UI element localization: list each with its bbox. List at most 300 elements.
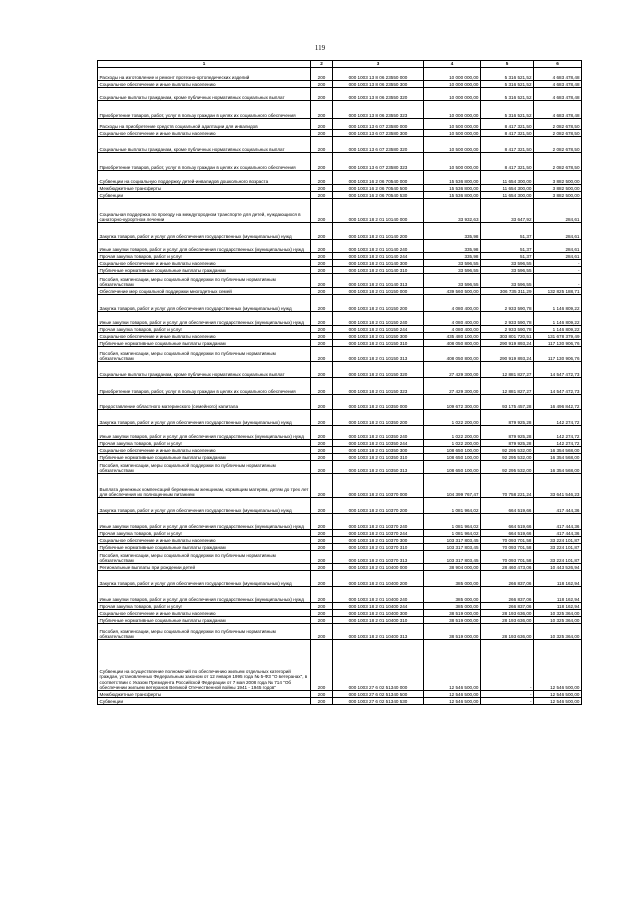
table-row (98, 426, 582, 440)
row-executed-amount: 2 933 590,78 (481, 295, 534, 312)
row-approved-amount: 1 022 200,00 (424, 426, 481, 440)
table-row (98, 378, 582, 395)
row-line-code: 200 (311, 223, 333, 240)
row-executed-amount: 33 647,92 (481, 199, 534, 223)
row-unexecuted-amount: - (534, 260, 582, 267)
row-approved-amount: 109 672 300,00 (424, 395, 481, 410)
row-classification-code: 000 1003 18 2 01 10140 310 (333, 267, 424, 274)
row-classification-code: 000 1003 18 2 01 10140 244 (333, 253, 424, 260)
table-row (98, 312, 582, 326)
header-col-3: 3 (333, 61, 424, 68)
row-executed-amount: 28 460 473,06 (481, 564, 534, 571)
row-classification-code: 000 1003 18 2 01 10370 000 (333, 474, 424, 498)
row-classification-code: 000 1003 13 8 06 23550 320 (333, 88, 424, 101)
row-unexecuted-amount: - (534, 274, 582, 288)
row-approved-amount: 1 081 964,02 (424, 498, 481, 514)
table-row (98, 617, 582, 624)
table-row (98, 333, 582, 340)
row-name: Региональные выплаты при рождении детей (98, 564, 311, 571)
table-row (98, 130, 582, 137)
row-unexecuted-amount: 3 882 500,00 (534, 192, 582, 199)
row-unexecuted-amount: 118 162,94 (534, 571, 582, 587)
row-executed-amount: - (481, 698, 534, 705)
row-unexecuted-amount: 12 546 500,00 (534, 640, 582, 691)
row-executed-amount: 28 193 636,00 (481, 624, 534, 640)
row-name: Закупка товаров, работ и услуг для обеспечения государственных (муниципальных) нужд (98, 295, 311, 312)
row-name: Иные закупки товаров, работ и услуг для обеспечения государственных (муниципальных) нужд (98, 514, 311, 530)
row-unexecuted-amount: - (534, 267, 582, 274)
row-executed-amount: 8 417 321,50 (481, 153, 534, 171)
row-executed-amount: 2 933 590,78 (481, 326, 534, 333)
row-line-code: 200 (311, 101, 333, 119)
row-classification-code: 000 1003 27 6 02 51340 530 (333, 698, 424, 705)
row-classification-code: 000 1003 18 2 01 10150 323 (333, 378, 424, 395)
row-name: Пособия, компенсации, меры социальной поддержки по публичным нормативным обязательствам (98, 461, 311, 474)
row-executed-amount: 5 316 521,52 (481, 101, 534, 119)
table-row (98, 440, 582, 447)
row-approved-amount: 335,98 (424, 223, 481, 240)
table-row (98, 691, 582, 698)
row-approved-amount: 1 022 200,00 (424, 410, 481, 426)
row-approved-amount: 435 480 100,00 (424, 333, 481, 340)
row-line-code: 200 (311, 267, 333, 274)
row-name: Приобретение товаров, работ, услуг в пользу граждан в целях их социального обеспечения (98, 378, 311, 395)
row-approved-amount: 38 519 000,00 (424, 624, 481, 640)
row-approved-amount: 385 000,00 (424, 587, 481, 603)
row-name: Закупка товаров, работ и услуг для обеспечения государственных (муниципальных) нужд (98, 498, 311, 514)
table-row (98, 587, 582, 603)
row-line-code: 200 (311, 130, 333, 137)
row-executed-amount: 5 316 521,52 (481, 88, 534, 101)
row-line-code: 200 (311, 447, 333, 454)
row-classification-code: 000 1003 18 2 01 10150 240 (333, 312, 424, 326)
row-executed-amount: 290 919 893,24 (481, 347, 534, 362)
row-name: Социальное обеспечение и иные выплаты населению (98, 130, 311, 137)
row-classification-code: 000 1003 18 2 01 10400 313 (333, 624, 424, 640)
row-classification-code: 000 1003 18 2 01 10150 313 (333, 347, 424, 362)
row-name: Пособия, компенсации, меры социальной поддержки по публичным нормативным обязательствам (98, 274, 311, 288)
row-name: Иные закупки товаров, работ и услуг для обеспечения государственных (муниципальных) нужд (98, 426, 311, 440)
header-col-6: 6 (534, 61, 582, 68)
row-name: Иные закупки товаров, работ и услуг для обеспечения государственных (муниципальных) нужд (98, 240, 311, 253)
table-row (98, 347, 582, 362)
row-name: Закупка товаров, работ и услуг для обеспечения государственных (муниципальных) нужд (98, 223, 311, 240)
row-executed-amount: 303 801 720,51 (481, 333, 534, 340)
row-unexecuted-amount: 118 162,94 (534, 587, 582, 603)
row-line-code: 200 (311, 603, 333, 610)
row-approved-amount: 27 429 300,00 (424, 378, 481, 395)
row-line-code: 200 (311, 362, 333, 378)
row-line-code: 200 (311, 326, 333, 333)
row-unexecuted-amount: 2 082 678,50 (534, 130, 582, 137)
row-executed-amount: 12 881 827,27 (481, 378, 534, 395)
row-unexecuted-amount: 10 325 364,00 (534, 624, 582, 640)
row-unexecuted-amount: 14 547 472,73 (534, 362, 582, 378)
row-unexecuted-amount: 142 274,72 (534, 426, 582, 440)
row-name: Межбюджетные трансферты (98, 185, 311, 192)
row-name: Иные закупки товаров, работ и услуг для обеспечения государственных (муниципальных) нужд (98, 587, 311, 603)
row-unexecuted-amount: 4 683 478,48 (534, 81, 582, 88)
row-executed-amount: 5 316 521,52 (481, 68, 534, 81)
row-classification-code: 000 1003 16 2 06 70540 530 (333, 192, 424, 199)
row-unexecuted-amount: 142 274,72 (534, 410, 582, 426)
row-name: Социальная поддержка по проезду на междугородном транспорте для детей, нуждающихся в санаторно-курортном лечении (98, 199, 311, 223)
row-approved-amount: 15 536 800,00 (424, 171, 481, 185)
row-unexecuted-amount: 2 082 678,50 (534, 153, 582, 171)
row-unexecuted-amount: 10 325 364,00 (534, 610, 582, 617)
row-executed-amount: 11 654 300,00 (481, 185, 534, 192)
row-unexecuted-amount: 2 082 678,50 (534, 119, 582, 130)
row-executed-amount: 290 919 893,24 (481, 340, 534, 347)
header-col-4: 4 (424, 61, 481, 68)
row-unexecuted-amount: 33 641 546,23 (534, 474, 582, 498)
row-name: Выплата денежных компенсаций беременным женщинам, кормящим матерям, детям до трех лет для обеспечения их полноценным питанием (98, 474, 311, 498)
table-row (98, 192, 582, 199)
row-executed-amount: 266 837,06 (481, 571, 534, 587)
row-unexecuted-amount: 33 224 101,87 (534, 537, 582, 544)
row-approved-amount: 10 500 000,00 (424, 130, 481, 137)
row-approved-amount: 1 081 964,02 (424, 530, 481, 537)
row-classification-code: 000 1003 18 2 01 10150 244 (333, 326, 424, 333)
row-unexecuted-amount: 3 882 500,00 (534, 171, 582, 185)
row-classification-code: 000 1003 18 2 01 10140 300 (333, 260, 424, 267)
row-unexecuted-amount: 132 825 188,71 (534, 288, 582, 295)
row-approved-amount: 4 080 400,00 (424, 326, 481, 333)
row-unexecuted-amount: 16 354 568,00 (534, 447, 582, 454)
row-executed-amount: 664 519,66 (481, 514, 534, 530)
row-name: Социальные выплаты гражданам, кроме публичных нормативных социальных выплат (98, 362, 311, 378)
row-line-code: 200 (311, 587, 333, 603)
row-classification-code: 000 1003 18 2 01 10370 300 (333, 537, 424, 544)
table-row (98, 260, 582, 267)
table-header (98, 61, 582, 68)
row-classification-code: 000 1003 18 2 01 10140 313 (333, 274, 424, 288)
row-line-code: 200 (311, 474, 333, 498)
table-row (98, 288, 582, 295)
table-row (98, 362, 582, 378)
row-classification-code: 000 1003 18 2 01 10350 300 (333, 447, 424, 454)
row-classification-code: 000 1003 18 2 01 10370 244 (333, 530, 424, 537)
row-executed-amount: 92 295 532,00 (481, 454, 534, 461)
row-classification-code: 000 1003 16 2 06 70540 500 (333, 185, 424, 192)
row-approved-amount: 10 500 000,00 (424, 119, 481, 130)
row-classification-code: 000 1003 18 2 01 10400 000 (333, 564, 424, 571)
row-approved-amount: 104 399 767,47 (424, 474, 481, 498)
row-approved-amount: 103 317 803,45 (424, 544, 481, 551)
row-executed-amount: 33 596,55 (481, 260, 534, 267)
row-approved-amount: 103 317 803,45 (424, 537, 481, 544)
row-line-code: 200 (311, 253, 333, 260)
row-classification-code: 000 1003 27 6 02 51340 500 (333, 691, 424, 698)
row-classification-code: 000 1003 18 2 01 10370 310 (333, 544, 424, 551)
row-approved-amount: 385 000,00 (424, 603, 481, 610)
row-executed-amount: 28 193 636,00 (481, 617, 534, 624)
row-executed-amount: 664 519,66 (481, 530, 534, 537)
table-row (98, 240, 582, 253)
row-unexecuted-amount: 284,61 (534, 223, 582, 240)
table-row (98, 81, 582, 88)
row-name: Публичные нормативные социальные выплаты гражданам (98, 340, 311, 347)
row-unexecuted-amount: 2 082 678,50 (534, 137, 582, 153)
row-line-code: 200 (311, 610, 333, 617)
row-unexecuted-amount: 4 683 478,48 (534, 68, 582, 81)
table-row (98, 610, 582, 617)
row-classification-code: 000 1003 18 2 01 10350 240 (333, 426, 424, 440)
row-classification-code: 000 1003 13 6 07 23580 320 (333, 137, 424, 153)
row-classification-code: 000 1003 18 2 01 10350 244 (333, 440, 424, 447)
row-name: Предоставление областного материнского (семейного) капитала (98, 395, 311, 410)
row-name: Субвенции (98, 698, 311, 705)
row-classification-code: 000 1003 13 8 06 23550 300 (333, 81, 424, 88)
row-executed-amount: 306 735 311,29 (481, 288, 534, 295)
row-classification-code: 000 1003 18 2 01 10140 000 (333, 199, 424, 223)
row-unexecuted-amount: 12 546 500,00 (534, 698, 582, 705)
row-unexecuted-amount: 12 546 500,00 (534, 691, 582, 698)
row-name: Публичные нормативные социальные выплаты гражданам (98, 544, 311, 551)
row-executed-amount: 11 654 300,00 (481, 192, 534, 199)
page-number: 119 (314, 44, 326, 52)
row-approved-amount: 108 650 100,00 (424, 447, 481, 454)
row-executed-amount: 2 933 590,78 (481, 312, 534, 326)
table-row (98, 326, 582, 333)
row-line-code: 200 (311, 199, 333, 223)
row-classification-code: 000 1003 18 2 01 10400 240 (333, 587, 424, 603)
row-classification-code: 000 1003 18 2 01 10350 000 (333, 395, 424, 410)
table-row (98, 68, 582, 81)
row-unexecuted-amount: 118 162,94 (534, 603, 582, 610)
row-executed-amount: 70 758 221,24 (481, 474, 534, 498)
row-approved-amount: 27 429 300,00 (424, 362, 481, 378)
table-row (98, 571, 582, 587)
row-line-code: 200 (311, 185, 333, 192)
row-name: Приобретение товаров, работ, услуг в пользу граждан в целях их социального обеспечения (98, 153, 311, 171)
row-executed-amount: 28 193 636,00 (481, 610, 534, 617)
row-line-code: 200 (311, 119, 333, 130)
row-unexecuted-amount: 4 683 478,48 (534, 101, 582, 119)
table-row (98, 274, 582, 288)
row-line-code: 200 (311, 617, 333, 624)
row-executed-amount: 70 093 701,58 (481, 551, 534, 564)
row-unexecuted-amount: 14 547 472,73 (534, 378, 582, 395)
row-executed-amount: 92 295 532,00 (481, 447, 534, 454)
row-line-code: 200 (311, 544, 333, 551)
row-approved-amount: 4 080 400,00 (424, 312, 481, 326)
row-unexecuted-amount: 417 444,36 (534, 514, 582, 530)
row-line-code: 200 (311, 514, 333, 530)
row-name: Социальные выплаты гражданам, кроме публичных нормативных социальных выплат (98, 137, 311, 153)
row-approved-amount: 33 596,55 (424, 267, 481, 274)
row-name: Социальное обеспечение и иные выплаты населению (98, 447, 311, 454)
row-name: Иные закупки товаров, работ и услуг для обеспечения государственных (муниципальных) нужд (98, 312, 311, 326)
row-unexecuted-amount: 33 224 101,87 (534, 544, 582, 551)
row-executed-amount: - (481, 640, 534, 691)
budget-table (97, 60, 582, 705)
table-row (98, 295, 582, 312)
row-classification-code: 000 1003 18 2 01 10150 310 (333, 340, 424, 347)
table-row (98, 564, 582, 571)
row-line-code: 200 (311, 395, 333, 410)
row-name: Публичные нормативные социальные выплаты гражданам (98, 267, 311, 274)
row-classification-code: 000 1003 16 2 06 70540 000 (333, 171, 424, 185)
row-line-code: 200 (311, 698, 333, 705)
row-name: Приобретение товаров, работ, услуг в пользу граждан в целях их социального обеспечения (98, 101, 311, 119)
row-name: Субвенции (98, 192, 311, 199)
row-executed-amount: 70 093 701,58 (481, 537, 534, 544)
table-row (98, 253, 582, 260)
row-name: Публичные нормативные социальные выплаты гражданам (98, 454, 311, 461)
row-line-code: 200 (311, 624, 333, 640)
row-unexecuted-amount: 16 354 568,00 (534, 454, 582, 461)
row-name: Прочая закупка товаров, работ и услуг (98, 326, 311, 333)
row-line-code: 200 (311, 153, 333, 171)
row-line-code: 200 (311, 340, 333, 347)
row-executed-amount: 11 654 300,00 (481, 171, 534, 185)
row-name: Пособия, компенсации, меры социальной поддержки по публичным нормативным обязательствам (98, 551, 311, 564)
header-row (98, 61, 582, 68)
table-row (98, 461, 582, 474)
row-classification-code: 000 1003 18 2 01 10150 320 (333, 362, 424, 378)
row-classification-code: 000 1003 13 6 07 23580 000 (333, 119, 424, 130)
row-classification-code: 000 1003 18 2 01 10400 244 (333, 603, 424, 610)
row-executed-amount: 33 596,55 (481, 267, 534, 274)
row-line-code: 200 (311, 378, 333, 395)
table-row (98, 340, 582, 347)
row-approved-amount: 10 500 000,00 (424, 137, 481, 153)
row-line-code: 200 (311, 551, 333, 564)
row-name: Социальное обеспечение и иные выплаты населению (98, 81, 311, 88)
row-name: Социальное обеспечение и иные выплаты населению (98, 260, 311, 267)
row-name: Закупка товаров, работ и услуг для обеспечения государственных (муниципальных) нужд (98, 410, 311, 426)
row-classification-code: 000 1003 18 2 01 10350 310 (333, 454, 424, 461)
header-col-5: 5 (481, 61, 534, 68)
row-executed-amount: - (481, 691, 534, 698)
row-line-code: 200 (311, 498, 333, 514)
row-classification-code: 000 1003 18 2 01 10150 200 (333, 295, 424, 312)
row-classification-code: 000 1003 13 6 07 23580 323 (333, 153, 424, 171)
header-col-1: 1 (98, 61, 311, 68)
row-unexecuted-amount: 16 496 842,72 (534, 395, 582, 410)
row-executed-amount: 266 837,06 (481, 587, 534, 603)
row-line-code: 200 (311, 426, 333, 440)
row-name: Прочая закупка товаров, работ и услуг (98, 253, 311, 260)
row-line-code: 200 (311, 347, 333, 362)
row-name: Прочая закупка товаров, работ и услуг (98, 530, 311, 537)
row-executed-amount: 8 417 321,50 (481, 130, 534, 137)
table-row (98, 137, 582, 153)
row-line-code: 200 (311, 461, 333, 474)
row-approved-amount: 4 080 400,00 (424, 295, 481, 312)
row-classification-code: 000 1003 18 2 01 10400 300 (333, 610, 424, 617)
table-row (98, 447, 582, 454)
row-unexecuted-amount: 284,61 (534, 240, 582, 253)
row-classification-code: 000 1003 18 2 01 10370 313 (333, 551, 424, 564)
row-approved-amount: 335,98 (424, 253, 481, 260)
table-row (98, 537, 582, 544)
row-classification-code: 000 1003 18 2 01 10350 313 (333, 461, 424, 474)
row-line-code: 200 (311, 240, 333, 253)
table-body (98, 68, 582, 705)
row-line-code: 200 (311, 537, 333, 544)
row-approved-amount: 12 546 500,00 (424, 640, 481, 691)
row-line-code: 200 (311, 440, 333, 447)
row-classification-code: 000 1003 18 2 01 10150 000 (333, 288, 424, 295)
row-classification-code: 000 1003 18 2 01 10370 240 (333, 514, 424, 530)
row-executed-amount: 879 925,28 (481, 426, 534, 440)
row-approved-amount: 33 596,55 (424, 260, 481, 267)
row-line-code: 200 (311, 171, 333, 185)
row-approved-amount: 33 932,63 (424, 199, 481, 223)
row-line-code: 200 (311, 454, 333, 461)
row-approved-amount: 108 650 100,00 (424, 461, 481, 474)
row-name: Пособия, компенсации, меры социальной поддержки по публичным нормативным обязательствам (98, 347, 311, 362)
row-unexecuted-amount: 417 444,36 (534, 530, 582, 537)
table-row (98, 185, 582, 192)
row-approved-amount: 408 050 800,00 (424, 340, 481, 347)
row-classification-code: 000 1003 18 2 01 10400 200 (333, 571, 424, 587)
row-approved-amount: 408 050 800,00 (424, 347, 481, 362)
row-line-code: 200 (311, 571, 333, 587)
row-approved-amount: 335,98 (424, 240, 481, 253)
row-line-code: 200 (311, 564, 333, 571)
table-row (98, 544, 582, 551)
header-col-2: 2 (311, 61, 333, 68)
table-row (98, 267, 582, 274)
row-executed-amount: 8 417 321,50 (481, 119, 534, 130)
row-classification-code: 000 1003 13 8 06 23550 323 (333, 101, 424, 119)
row-unexecuted-amount: 117 130 906,76 (534, 340, 582, 347)
table-row (98, 514, 582, 530)
row-name: Субвенции на социальную поддержку детей-инвалидов дошкольного возраста (98, 171, 311, 185)
table-row (98, 101, 582, 119)
row-classification-code: 000 1003 18 2 01 10150 300 (333, 333, 424, 340)
row-executed-amount: 664 519,66 (481, 498, 534, 514)
row-classification-code: 000 1003 18 2 01 10370 200 (333, 498, 424, 514)
row-name: Пособия, компенсации, меры социальной поддержки по публичным нормативным обязательствам (98, 624, 311, 640)
row-line-code: 200 (311, 288, 333, 295)
row-approved-amount: 10 000 000,00 (424, 88, 481, 101)
row-unexecuted-amount: 10 443 526,94 (534, 564, 582, 571)
row-line-code: 200 (311, 691, 333, 698)
row-approved-amount: 38 904 000,00 (424, 564, 481, 571)
row-name: Закупка товаров, работ и услуг для обеспечения государственных (муниципальных) нужд (98, 571, 311, 587)
row-line-code: 200 (311, 333, 333, 340)
row-approved-amount: 108 650 100,00 (424, 454, 481, 461)
table-row (98, 698, 582, 705)
table-row (98, 119, 582, 130)
row-name: Социальное обеспечение и иные выплаты населению (98, 537, 311, 544)
row-executed-amount: 5 316 521,52 (481, 81, 534, 88)
row-classification-code: 000 1003 18 2 01 10140 240 (333, 240, 424, 253)
table-row (98, 474, 582, 498)
row-name: Межбюджетные трансферты (98, 691, 311, 698)
row-unexecuted-amount: 417 444,36 (534, 498, 582, 514)
row-executed-amount: 51,37 (481, 253, 534, 260)
row-unexecuted-amount: 1 146 809,22 (534, 312, 582, 326)
row-line-code: 200 (311, 137, 333, 153)
row-executed-amount: 70 093 701,58 (481, 544, 534, 551)
row-name: Публичные нормативные социальные выплаты гражданам (98, 617, 311, 624)
row-executed-amount: 51,37 (481, 223, 534, 240)
row-approved-amount: 1 022 200,00 (424, 440, 481, 447)
table-row (98, 640, 582, 691)
table-row (98, 498, 582, 514)
row-approved-amount: 38 519 000,00 (424, 610, 481, 617)
table-row (98, 603, 582, 610)
row-executed-amount: 879 925,28 (481, 410, 534, 426)
row-executed-amount: 92 295 532,00 (481, 461, 534, 474)
row-name: Обеспечение мер социальной поддержки многодетных семей (98, 288, 311, 295)
row-classification-code: 000 1003 27 6 02 51340 000 (333, 640, 424, 691)
